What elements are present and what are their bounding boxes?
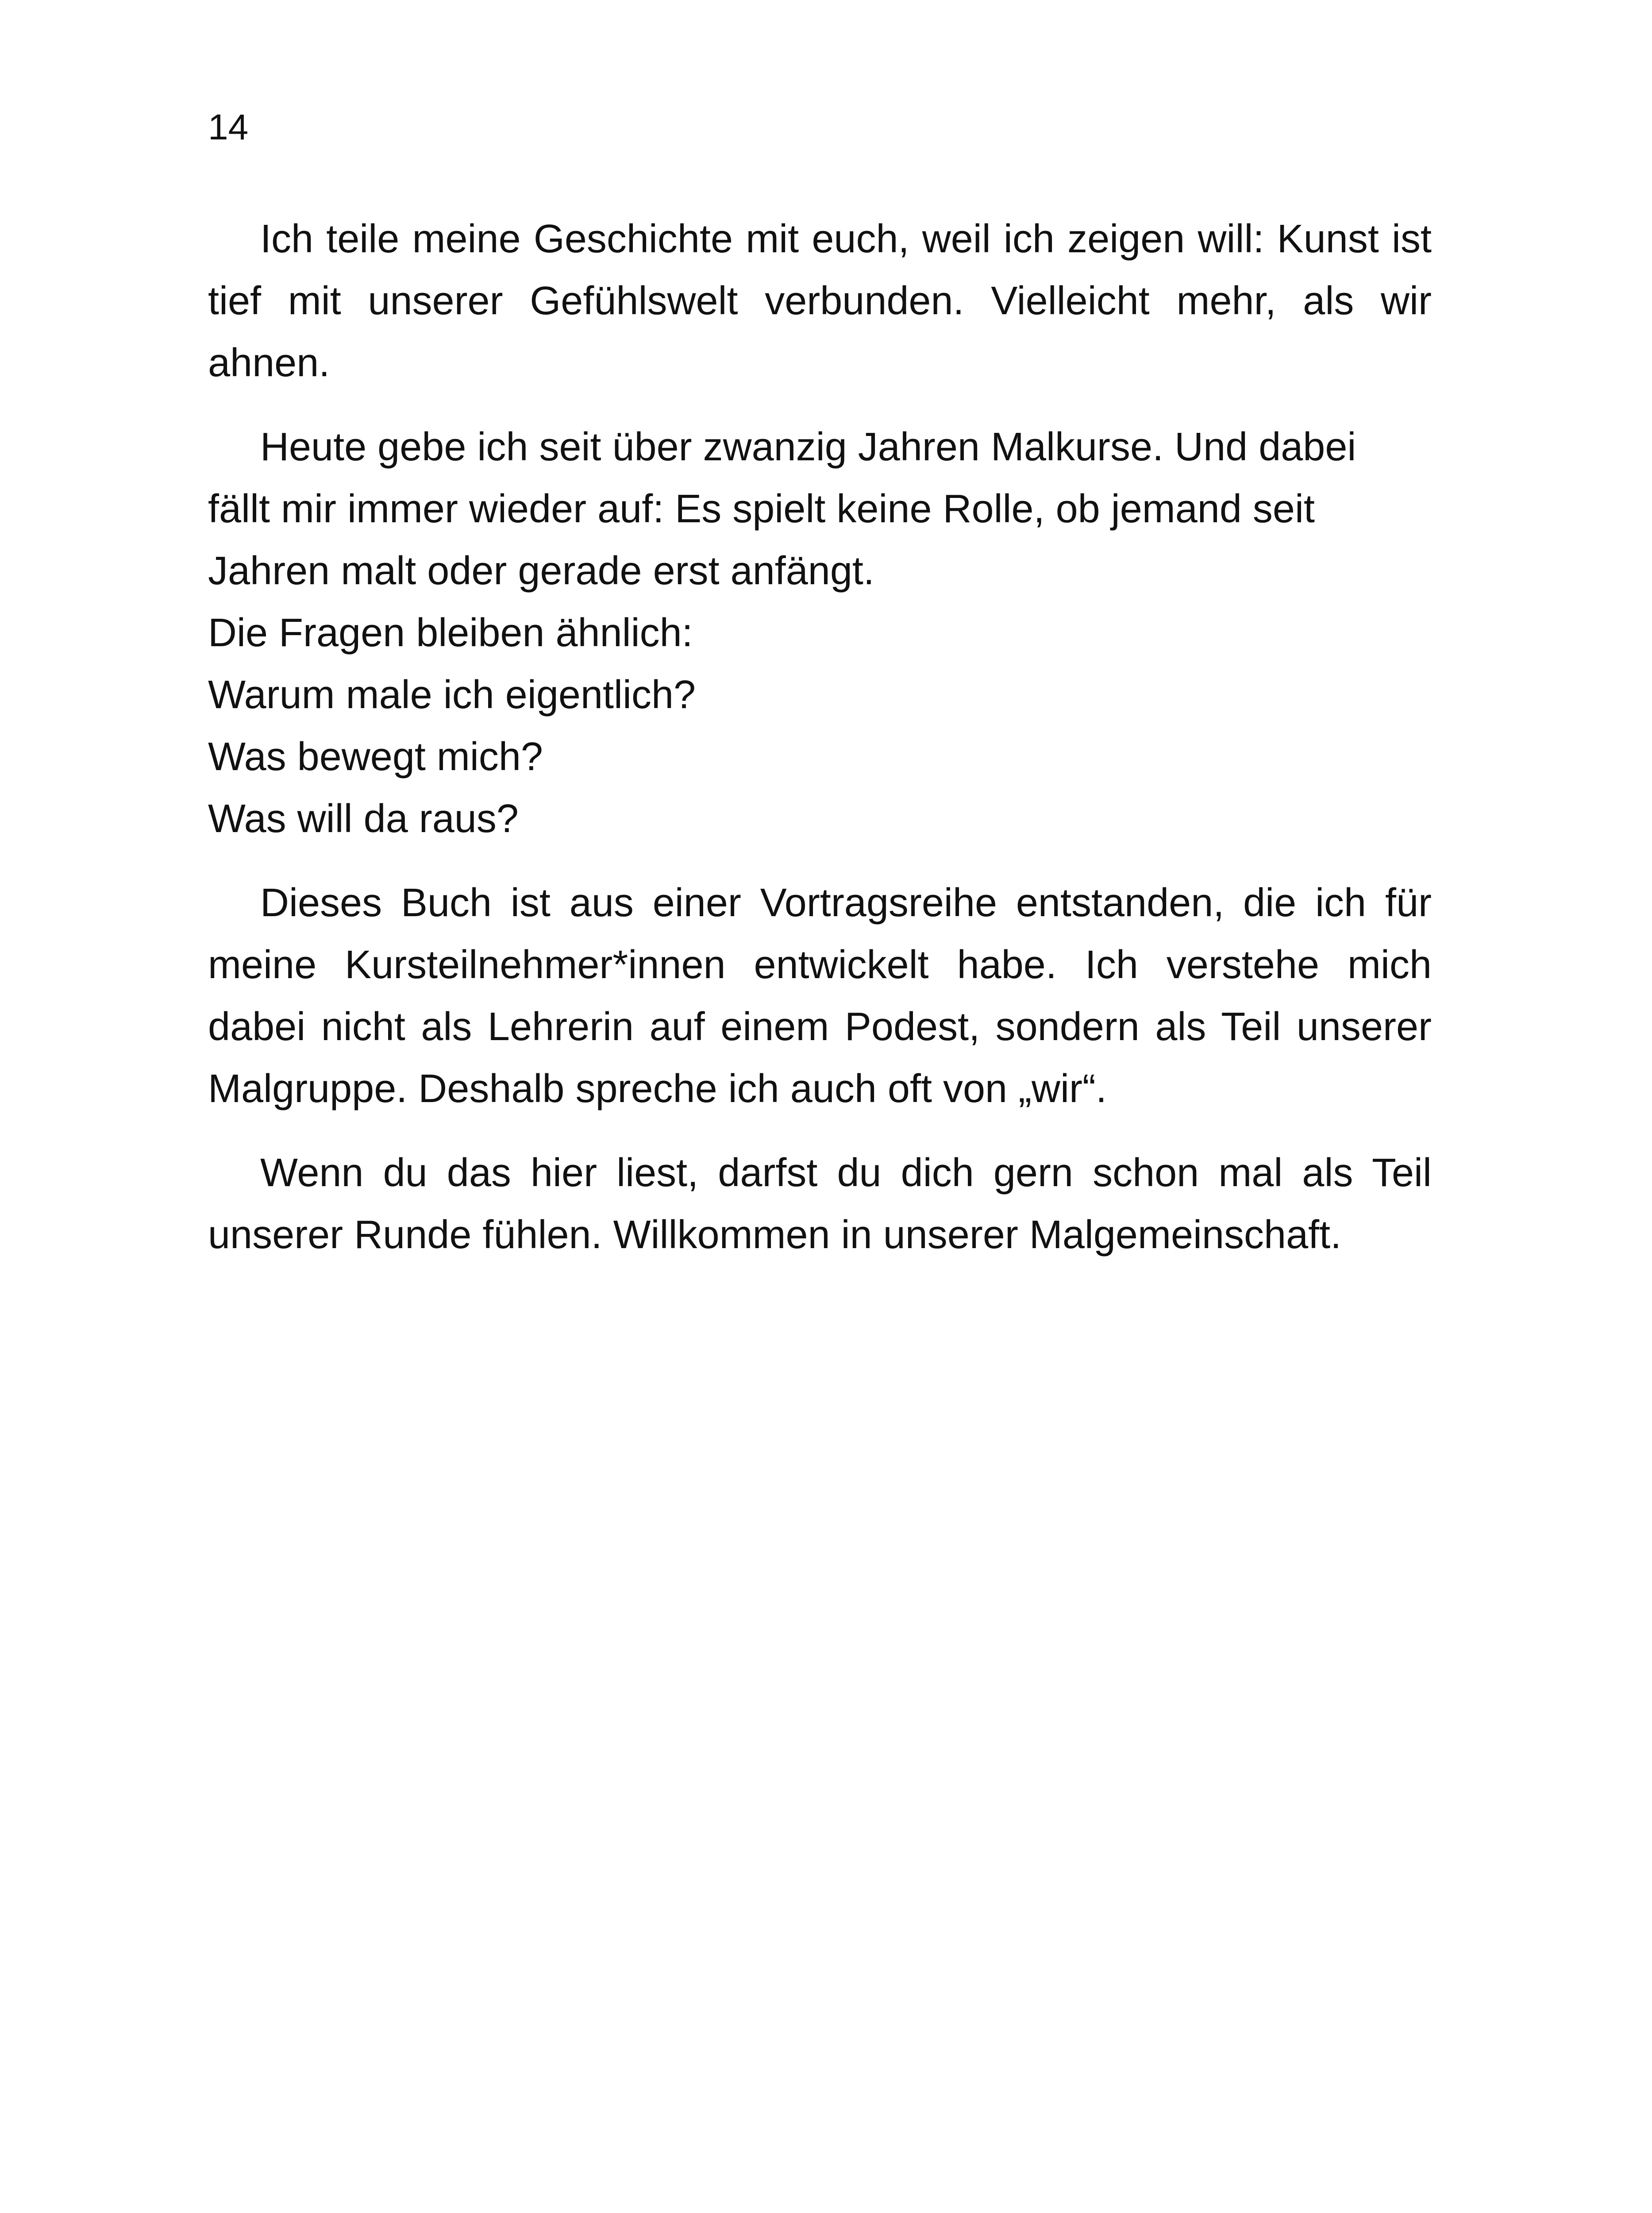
question-line: Was bewegt mich? bbox=[208, 735, 543, 779]
paragraph-intro: Ich teile meine Geschichte mit euch, weil ich zeigen will: Kunst ist tief mit unserer Gefühlswelt verbunden. Vielleicht mehr, als wir ahnen. bbox=[208, 217, 1432, 385]
text-line: Jahren malt oder gerade erst anfängt. bbox=[208, 549, 874, 593]
text-line: Heute gebe ich seit über zwanzig Jahren Malkurse. Und dabei bbox=[260, 425, 1356, 469]
text-line: Die Fragen bleiben ähnlich: bbox=[208, 611, 693, 655]
paragraph-courses bbox=[208, 416, 1432, 850]
text-line: fällt mir immer wieder auf: Es spielt keine Rolle, ob jemand seit bbox=[208, 487, 1315, 531]
paragraph-book-origin: Dieses Buch ist aus einer Vortragsreihe entstanden, die ich für meine Kursteilnehmer*innen entwickelt habe. Ich verstehe mich dabei nicht als Lehrerin auf einem Podest, sondern als Teil unserer Malgruppe. Deshalb spreche ich auch oft von „wir“. bbox=[208, 881, 1432, 1111]
question-line: Warum male ich eigentlich? bbox=[208, 673, 696, 717]
page-number: 14 bbox=[208, 107, 249, 147]
question-line: Was will da raus? bbox=[208, 797, 519, 841]
paragraph-welcome: Wenn du das hier liest, darfst du dich gern schon mal als Teil unserer Runde fühlen. Willkommen in unserer Malgemeinschaft. bbox=[208, 1151, 1432, 1257]
body-text bbox=[208, 208, 1432, 1288]
paragraph-spacer bbox=[208, 850, 1432, 872]
